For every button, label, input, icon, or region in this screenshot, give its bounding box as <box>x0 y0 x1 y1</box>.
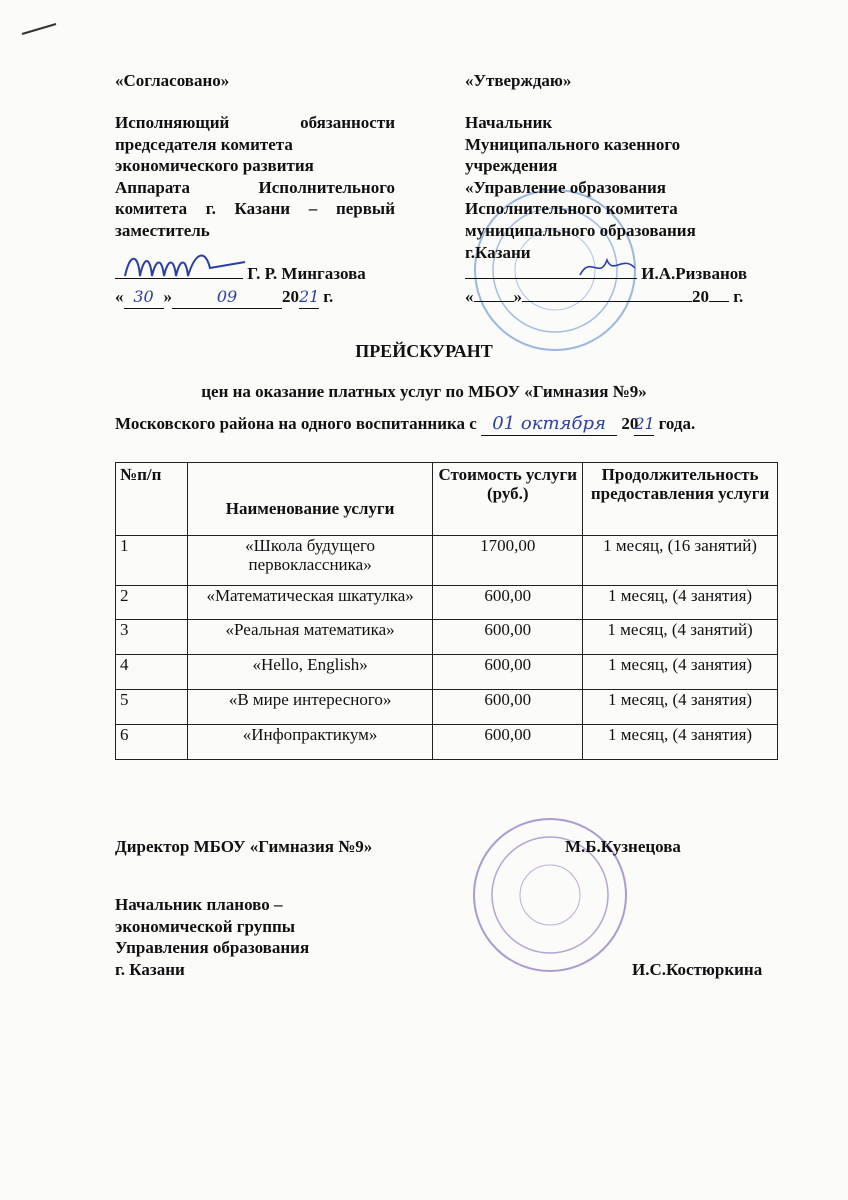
service-duration: 1 месяц, (16 занятий) <box>583 536 778 586</box>
planning-line: Начальник планово – <box>115 895 283 914</box>
table-header-row <box>116 463 778 536</box>
price-table <box>115 462 778 760</box>
approve-heading: «Утверждаю» <box>465 71 572 90</box>
date-year: 21 <box>299 286 319 309</box>
scan-mark <box>20 20 60 40</box>
row-number: 4 <box>116 655 188 690</box>
date-month: 09 <box>172 286 282 309</box>
row-number: 2 <box>116 586 188 620</box>
service-duration: 1 месяц, (4 занятия) <box>583 725 778 760</box>
signer-mingazova: Г. Р. Мингазова <box>247 264 366 283</box>
left-signature-line <box>115 263 366 285</box>
date-day: 30 <box>124 286 164 309</box>
approval-heading: «Согласовано» <box>115 71 230 90</box>
document-title: ПРЕЙСКУРАНТ <box>355 341 493 361</box>
director-name: М.Б.Кузнецова <box>565 837 681 856</box>
effective-date: 01 октября <box>481 413 617 436</box>
right-line: «Управление образования <box>465 177 666 197</box>
right-signature-line <box>465 263 747 285</box>
left-date: « 30 » 09 2021 г. <box>115 286 333 309</box>
row-number: 6 <box>116 725 188 760</box>
right-line: учреждения <box>465 156 558 176</box>
effective-year: 21 <box>634 413 654 436</box>
service-cost: 600,00 <box>433 620 583 655</box>
planning-block <box>115 894 415 980</box>
service-duration: 1 месяц, (4 занятия) <box>583 655 778 690</box>
left-line: председателя комитета <box>115 134 293 154</box>
service-name: «Hello, English» <box>187 655 433 690</box>
service-name: «Реальная математика» <box>187 620 433 655</box>
service-cost: 1700,00 <box>433 536 583 586</box>
director-title: Директор МБОУ «Гимназия №9» <box>115 837 373 856</box>
right-line: г.Казани <box>465 242 531 262</box>
table-row <box>116 620 778 655</box>
year-prefix: 20 <box>692 287 709 306</box>
right-line: муниципального образования <box>465 220 696 240</box>
header-number: №п/п <box>116 463 188 536</box>
right-line: Исполнительного комитета <box>465 199 678 219</box>
header-service-name: Наименование услуги <box>187 463 433 536</box>
right-date: « » 20 г. <box>465 287 744 306</box>
service-cost: 600,00 <box>433 655 583 690</box>
right-signatory-block <box>465 112 785 263</box>
service-cost: 600,00 <box>433 586 583 620</box>
right-line: Начальник <box>465 113 553 132</box>
year-suffix: г. <box>323 287 334 306</box>
planning-line: г. Казани <box>115 959 185 979</box>
signer-rizvanov: И.А.Ризванов <box>641 264 747 283</box>
planning-head-name: И.С.Костюркина <box>632 960 763 979</box>
document-subtitle-2 <box>115 413 695 436</box>
header-duration: Продолжительность предоставления услуги <box>583 463 778 536</box>
service-duration: 1 месяц, (4 занятий) <box>583 620 778 655</box>
row-number: 3 <box>116 620 188 655</box>
year-suffix: года. <box>658 414 696 433</box>
left-line: комитета г. Казани – первый <box>115 199 395 219</box>
subtitle-prefix: Московского района на одного воспитанника с <box>115 414 477 433</box>
service-duration: 1 месяц, (4 занятия) <box>583 586 778 620</box>
table-row <box>116 725 778 760</box>
table-row <box>116 536 778 586</box>
left-line: Исполняющий обязанности <box>115 113 395 132</box>
planning-line: экономической группы <box>115 916 296 936</box>
row-number: 1 <box>116 536 188 586</box>
left-line: Аппарата Исполнительного <box>115 177 395 197</box>
table-row <box>116 690 778 725</box>
left-signatory-block <box>115 112 395 242</box>
year-suffix: г. <box>733 287 744 306</box>
service-name: «Школа будущего первоклассника» <box>187 536 433 586</box>
service-name: «Математическая шкатулка» <box>187 586 433 620</box>
table-row <box>116 655 778 690</box>
header-cost: Стоимость услуги (руб.) <box>433 463 583 536</box>
service-name: «Инфопрактикум» <box>187 725 433 760</box>
service-cost: 600,00 <box>433 690 583 725</box>
year-prefix: 20 <box>282 287 299 306</box>
service-cost: 600,00 <box>433 725 583 760</box>
year-prefix: 20 <box>621 414 639 433</box>
table-row <box>116 586 778 620</box>
planning-line: Управления образования <box>115 938 310 958</box>
row-number: 5 <box>116 690 188 725</box>
document-subtitle: цен на оказание платных услуг по МБОУ «Гимназия №9» <box>201 382 647 401</box>
service-duration: 1 месяц, (4 занятия) <box>583 690 778 725</box>
right-line: Муниципального казенного <box>465 134 681 154</box>
service-name: «В мире интересного» <box>187 690 433 725</box>
left-line: экономического развития <box>115 156 314 176</box>
left-line: заместитель <box>115 220 210 240</box>
